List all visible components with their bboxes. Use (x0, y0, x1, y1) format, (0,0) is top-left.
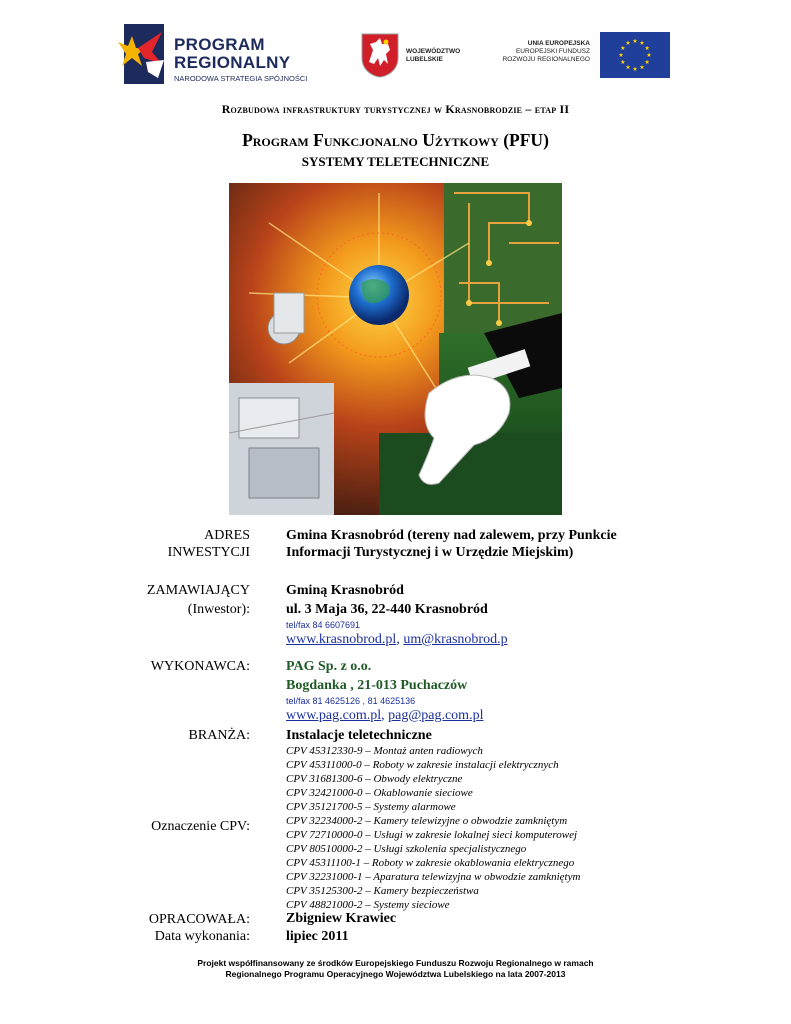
funding-footer (0, 958, 791, 980)
cpv-item: CPV 31681300-6 – Obwody elektryczne (286, 773, 463, 785)
program-logo-line2: REGIONALNY (174, 53, 291, 72)
client-contact-sep: , (396, 632, 404, 647)
cpv-item: CPV 32421000-0 – Okablowanie sieciowe (286, 787, 473, 799)
client-contact (286, 632, 508, 648)
contractor-email-link[interactable]: pag@pag.com.pl (388, 708, 484, 723)
client-address: ul. 3 Maja 36, 22-440 Krasnobród (286, 602, 488, 617)
address-label-line2: INWESTYCJI (167, 545, 250, 560)
program-logo-line1: PROGRAM (174, 35, 265, 54)
contractor-phone: tel/fax 81 4625126 , 81 4625136 (286, 696, 416, 706)
author-name: Zbigniew Krawiec (286, 911, 397, 926)
client-website-link[interactable]: www.krasnobrod.pl (286, 632, 397, 647)
contractor-address: Bogdanka , 21-013 Puchaczów (286, 678, 468, 693)
cpv-item: CPV 45311000-0 – Roboty w zakresie instalacji elektrycznych (286, 759, 559, 771)
program-regionalny-logo (118, 22, 348, 90)
contractor-website-link[interactable]: www.pag.com.pl (286, 708, 382, 723)
cpv-item: CPV 32234000-2 – Kamery telewizyjne o obwodzie zamkniętym (286, 815, 568, 827)
lubelskie-logo-text (406, 48, 460, 64)
cpv-label: Oznaczenie CPV: (151, 819, 250, 834)
lubelskie-logo (360, 32, 480, 82)
lubelskie-coat-of-arms (360, 32, 400, 78)
client-label-sub: (Inwestor): (187, 602, 250, 617)
cpv-item: CPV 80510000-2 – Usługi szkolenia specjalistycznego (286, 843, 527, 855)
client-email-link[interactable]: um@krasnobrod.p (403, 632, 508, 647)
eu-line3: ROZWOJU REGIONALNEGO (502, 56, 590, 63)
cpv-list (0, 744, 791, 914)
date-label: Data wykonania: (154, 929, 250, 944)
eu-logo-text (480, 40, 590, 64)
cover-illustration (229, 183, 562, 515)
lubelskie-line2: LUBELSKIE (406, 56, 443, 63)
address-label-line1: ADRES (204, 528, 250, 543)
date-value: lipiec 2011 (286, 929, 349, 944)
contractor-contact (286, 708, 483, 724)
eu-line2: EUROPEJSKI FUNDUSZ (515, 48, 590, 55)
eu-line1: UNIA EUROPEJSKA (527, 40, 590, 47)
address-value-line2: Informacji Turystycznej i w Urzędzie Miejskim) (286, 545, 574, 560)
address-value-line1: Gmina Krasnobród (tereny nad zalewem, przy Punkcie (286, 528, 617, 543)
cpv-item: CPV 45312330-9 – Montaż anten radiowych (286, 745, 483, 757)
document-subject: SYSTEMY TELETECHNICZNE (301, 154, 490, 169)
cpv-item: CPV 45311100-1 – Roboty w zakresie okablowania elektrycznego (286, 857, 575, 869)
client-label: ZAMAWIAJĄCY (146, 583, 250, 598)
author-label: OPRACOWAŁA: (148, 912, 250, 927)
footer-line2: Regionalnego Programu Operacyjnego Województwa Lubelskiego na lata 2007-2013 (225, 969, 566, 979)
lubelskie-line1: WOJEWÓDZTWO (406, 48, 461, 55)
program-logo-line3: NARODOWA STRATEGIA SPÓJNOŚCI (174, 74, 308, 83)
cover-image (229, 183, 562, 515)
client-name: Gminą Krasnobród (286, 583, 404, 598)
cpv-item: CPV 35125300-2 – Kamery bezpieczeństwa (286, 885, 479, 897)
footer-line1: Projekt współfinansowany ze środków Europejskiego Funduszu Rozwoju Regionalnego w ramach (197, 958, 594, 968)
cpv-item: CPV 72710000-0 – Usługi w zakresie lokalnej sieci komputerowej (286, 829, 578, 841)
cpv-item: CPV 32231000-1 – Aparatura telewizyjna w obwodzie zamkniętym (286, 871, 581, 883)
discipline-label: BRANŻA: (188, 728, 250, 743)
cpv-item: CPV 48821000-2 – Systemy sieciowe (286, 899, 450, 911)
contractor-name: PAG Sp. z o.o. (286, 659, 372, 674)
cpv-item: CPV 35121700-5 – Systemy alarmowe (286, 801, 456, 813)
eu-flag-icon (600, 32, 670, 78)
client-phone: tel/fax 84 6607691 (286, 620, 361, 630)
contractor-label: WYKONAWCA: (150, 659, 250, 674)
program-regionalny-star-logo (118, 22, 168, 88)
project-subtitle: Rozbudowa infrastruktury turystycznej w Krasnobrodzie – etap II (221, 102, 570, 116)
document-title: Program Funkcjonalno Użytkowy (PFU) (242, 130, 549, 150)
contractor-contact-sep: , (381, 708, 389, 723)
discipline-value: Instalacje teletechniczne (286, 728, 432, 743)
